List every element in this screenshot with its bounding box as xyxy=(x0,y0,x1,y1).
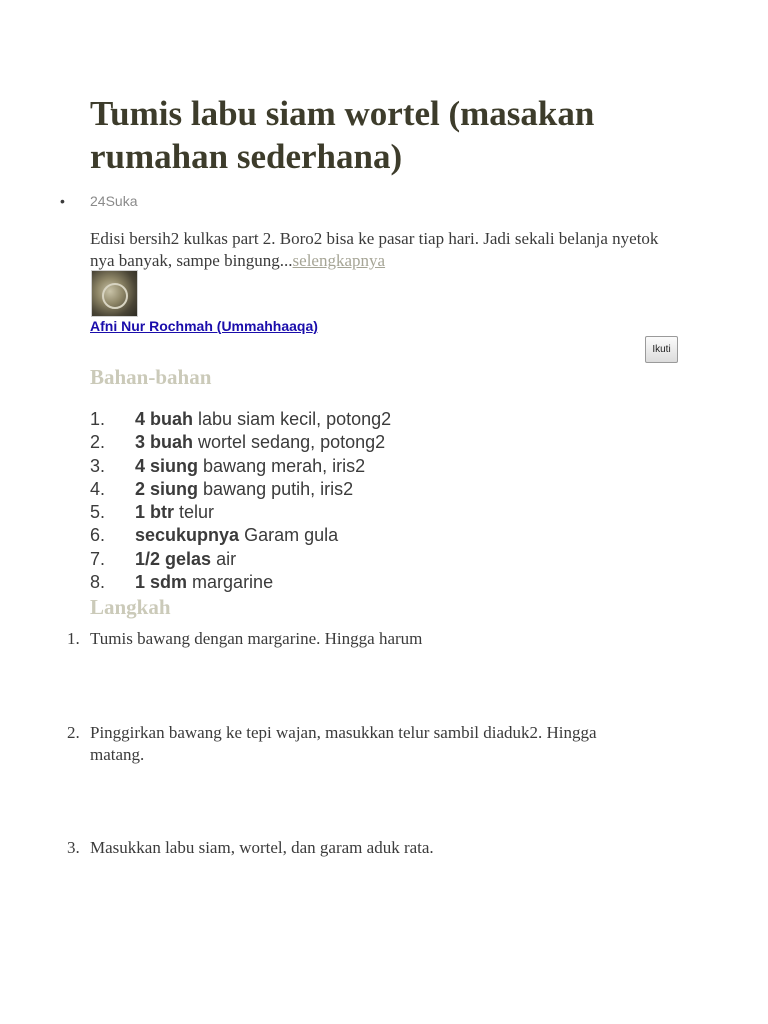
ingredient-item xyxy=(0,548,391,571)
ingredient-name: telur xyxy=(179,502,215,523)
ingredient-item xyxy=(0,455,391,478)
step-text: Tumis bawang dengan margarine. Hingga harum xyxy=(90,629,423,648)
ingredient-name: bawang putih, iris2 xyxy=(203,478,354,499)
step-text: Masukkan labu siam, wortel, dan garam aduk rata. xyxy=(90,838,434,857)
ingredient-name: air xyxy=(216,548,237,569)
author-avatar[interactable] xyxy=(91,270,138,317)
ingredient-number: 1. xyxy=(90,409,106,429)
ingredient-name: bawang merah, iris2 xyxy=(203,455,366,476)
step-number: 2. xyxy=(67,723,80,742)
ingredient-item xyxy=(0,431,391,454)
ingredient-number: 8. xyxy=(90,572,106,593)
ingredients-list xyxy=(0,408,391,594)
follow-button[interactable]: Ikuti xyxy=(645,336,678,363)
ingredient-name: Garam gula xyxy=(244,525,339,546)
ingredient-quantity: 1/2 gelas xyxy=(135,548,212,569)
ingredient-number: 4. xyxy=(90,478,106,499)
avatar-photo-icon xyxy=(102,283,128,309)
recipe-description xyxy=(90,228,660,272)
ingredient-quantity: secukupnya xyxy=(135,525,240,546)
steps-heading: Langkah xyxy=(90,595,171,619)
ingredient-name: margarine xyxy=(192,572,274,593)
ingredient-item xyxy=(0,501,391,524)
ingredient-quantity: 2 siung xyxy=(135,478,199,499)
ingredient-item xyxy=(0,524,391,547)
page-title: Tumis labu siam wortel (masakan rumahan sederhana) xyxy=(90,94,595,176)
bullet-icon: • xyxy=(60,193,65,209)
ingredient-number: 7. xyxy=(90,548,106,569)
ingredient-name: wortel sedang, potong2 xyxy=(198,432,386,453)
ingredient-item xyxy=(0,478,391,501)
description-text: Edisi bersih2 kulkas part 2. Boro2 bisa ke pasar tiap hari. Jadi sekali belanja nyetok nya banyak, sampe bingung... xyxy=(90,229,659,270)
step-number: 1. xyxy=(67,629,80,648)
ingredients-heading: Bahan-bahan xyxy=(90,365,212,389)
ingredient-quantity: 1 btr xyxy=(135,502,175,523)
step-number: 3. xyxy=(67,838,80,857)
ingredient-quantity: 3 buah xyxy=(135,432,194,453)
ingredient-item xyxy=(0,571,391,594)
likes-list xyxy=(0,192,137,210)
ingredient-quantity: 4 siung xyxy=(135,455,199,476)
ingredient-number: 2. xyxy=(90,432,106,453)
ingredient-number: 5. xyxy=(90,502,106,523)
ingredient-name: labu siam kecil, potong2 xyxy=(198,409,392,429)
author-name-link[interactable]: Afni Nur Rochmah (Ummahhaaqa) xyxy=(90,318,318,334)
likes-label: 24Suka xyxy=(90,193,138,209)
ingredient-quantity: 1 sdm xyxy=(135,572,188,593)
ingredient-number: 6. xyxy=(90,525,106,546)
read-more-link[interactable]: selengkapnya xyxy=(292,251,386,270)
ingredient-quantity: 4 buah xyxy=(135,409,194,429)
ingredient-number: 3. xyxy=(90,455,106,476)
step-text: Pinggirkan bawang ke tepi wajan, masukkan telur sambil diaduk2. Hingga matang. xyxy=(90,723,597,764)
ingredient-item xyxy=(0,408,391,431)
likes-count xyxy=(0,192,137,210)
